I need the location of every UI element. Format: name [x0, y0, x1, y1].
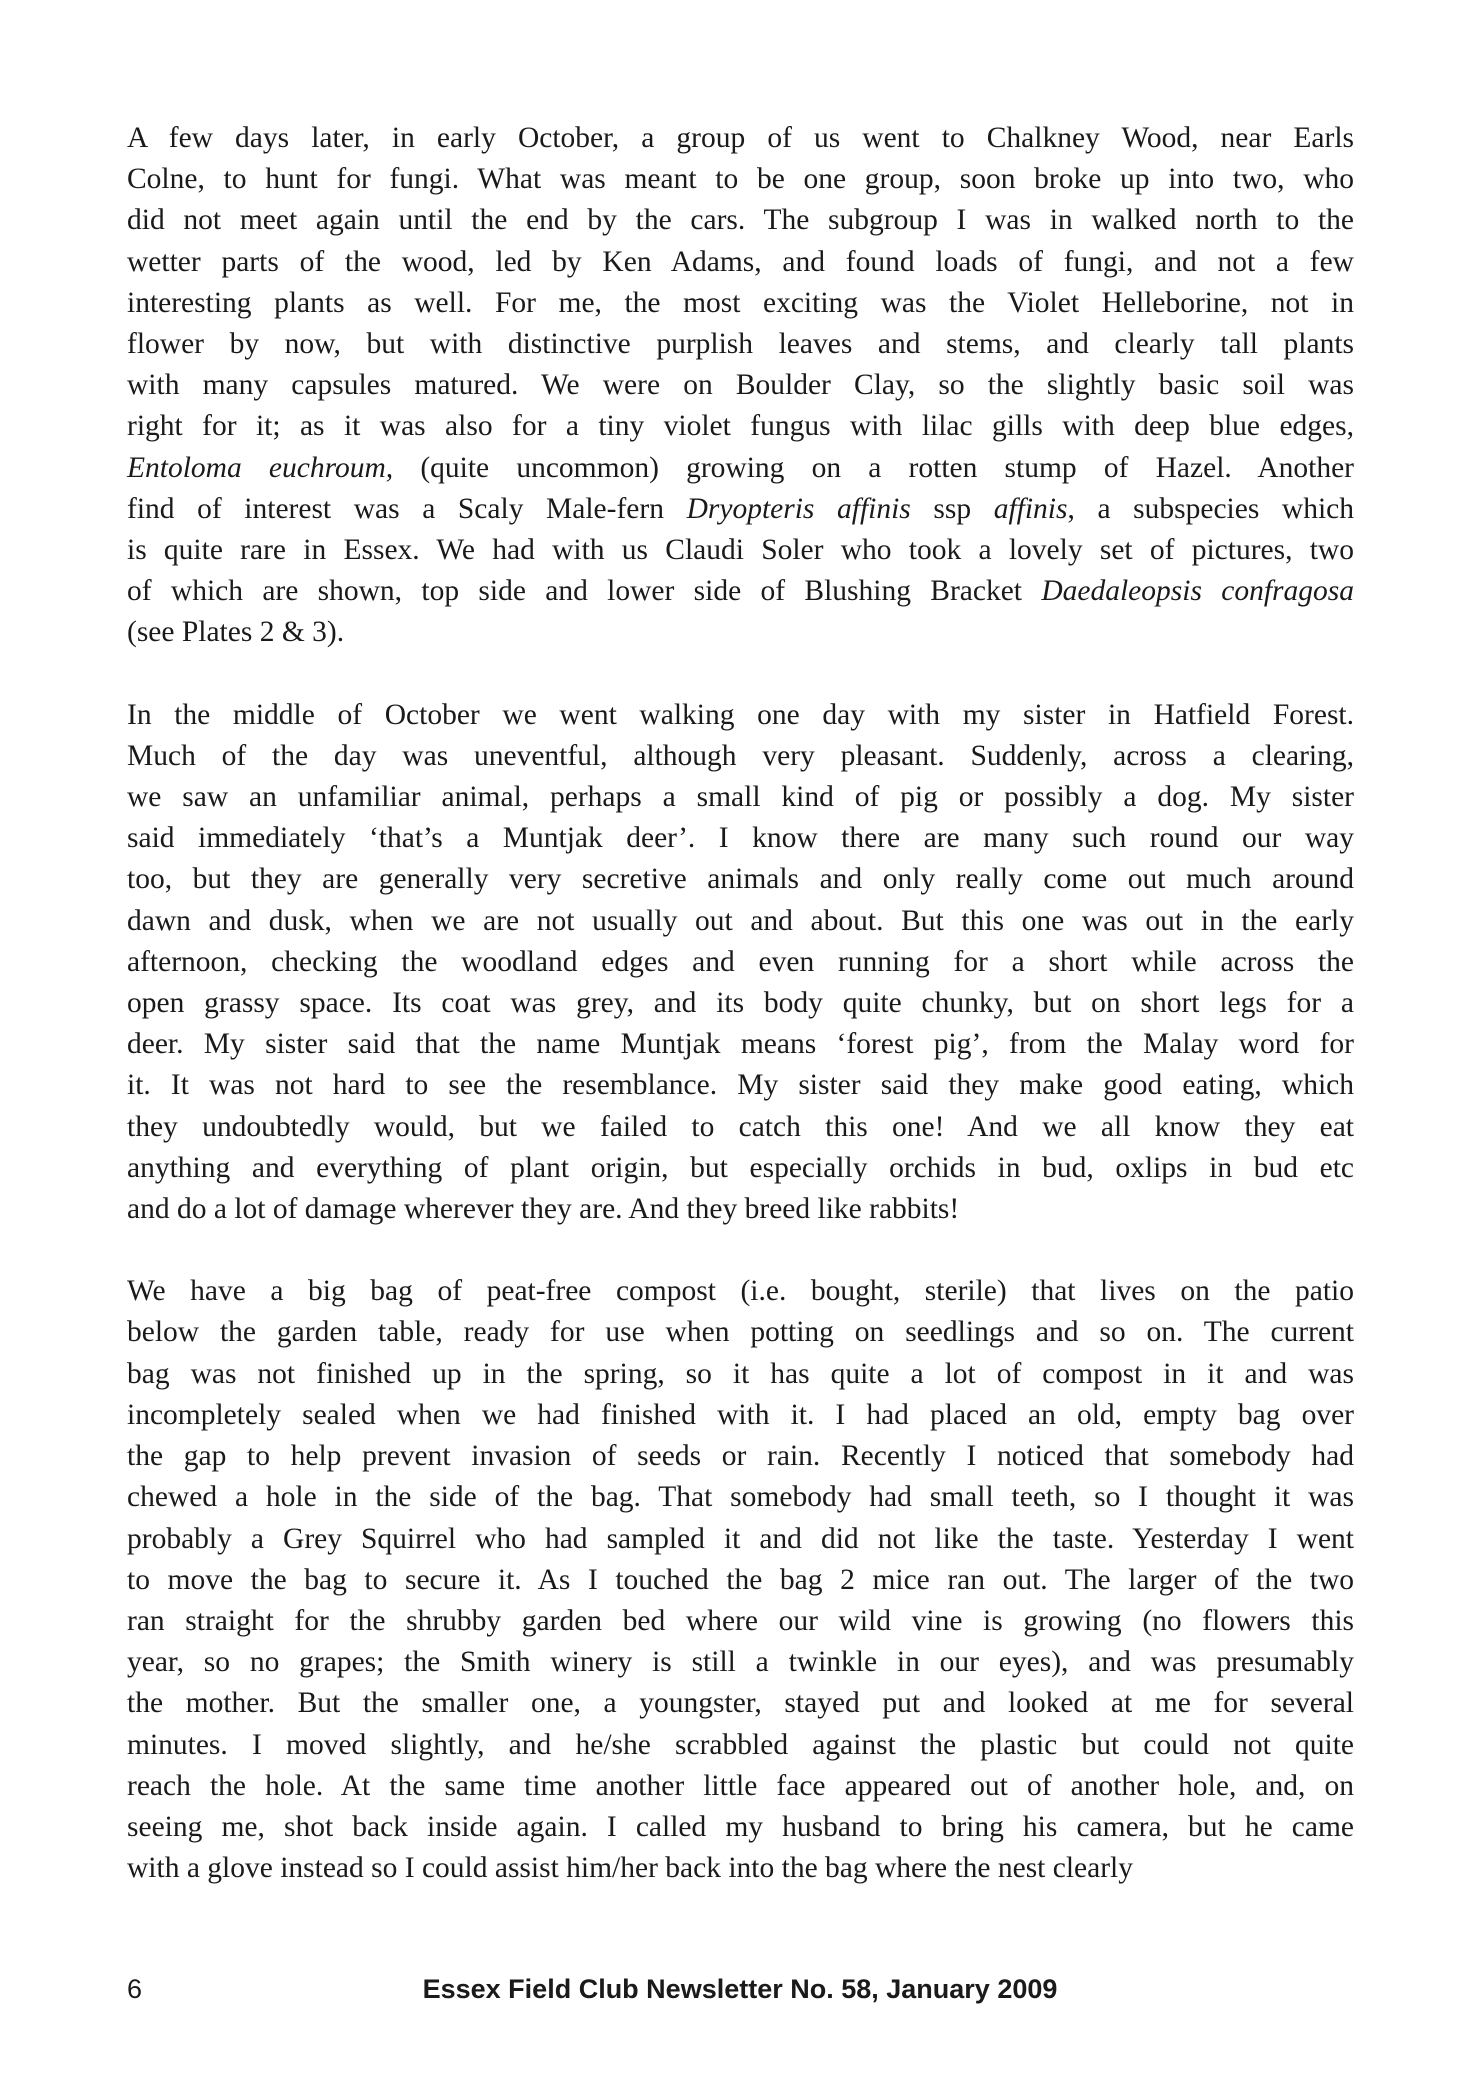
text-line: we saw an unfamiliar animal, perhaps a small kind of pig or possibly a dog. My sister [127, 781, 1354, 814]
text-line: seeing me, shot back inside again. I called my husband to bring his camera, but he came [127, 1810, 1354, 1843]
text-line: with many capsules matured. We were on Boulder Clay, so the slightly basic soil was [127, 369, 1354, 402]
paragraph [127, 1271, 1354, 1889]
text-line: reach the hole. At the same time another little face appeared out of another hole, and, on [127, 1769, 1354, 1802]
text-line: to move the bag to secure it. As I touched the bag 2 mice ran out. The larger of the two [127, 1563, 1354, 1596]
text-line: ran straight for the shrubby garden bed where our wild vine is growing (no flowers this [127, 1604, 1354, 1637]
text-line: right for it; as it was also for a tiny violet fungus with lilac gills with deep blue edges, [127, 410, 1354, 443]
text-line: In the middle of October we went walking one day with my sister in Hatfield Forest. [127, 698, 1354, 731]
text-line: of which are shown, top side and lower side of Blushing Bracket Daedaleopsis confragosa [127, 575, 1354, 608]
text-line: the gap to help prevent invasion of seeds or rain. Recently I noticed that somebody had [127, 1440, 1354, 1473]
text-line: they undoubtedly would, but we failed to catch this one! And we all know they eat [127, 1110, 1354, 1143]
text-line: open grassy space. Its coat was grey, and its body quite chunky, but on short legs for a [127, 987, 1354, 1020]
text-line: interesting plants as well. For me, the most exciting was the Violet Helleborine, not in [127, 286, 1354, 319]
text-line: is quite rare in Essex. We had with us Claudi Soler who took a lovely set of pictures, two [127, 534, 1354, 567]
text-line: Colne, to hunt for fungi. What was meant to be one group, soon broke up into two, who [127, 163, 1354, 196]
text-line: bag was not finished up in the spring, so it has quite a lot of compost in it and was [127, 1357, 1354, 1390]
text-line: deer. My sister said that the name Muntjak means ‘forest pig’, from the Malay word for [127, 1028, 1354, 1061]
text-line: incompletely sealed when we had finished with it. I had placed an old, empty bag over [127, 1398, 1354, 1431]
text-line: year, so no grapes; the Smith winery is still a twinkle in our eyes), and was presumably [127, 1646, 1354, 1679]
text-line: did not meet again until the end by the cars. The subgroup I was in walked north to the [127, 204, 1354, 237]
text-line: Entoloma euchroum, (quite uncommon) growing on a rotten stump of Hazel. Another [127, 451, 1354, 484]
text-line: minutes. I moved slightly, and he/she scrabbled against the plastic but could not quite [127, 1728, 1354, 1761]
text-line: with a glove instead so I could assist him/her back into the bag where the nest clearly [127, 1852, 1133, 1885]
text-line: anything and everything of plant origin, but especially orchids in bud, oxlips in bud etc [127, 1151, 1354, 1184]
text-line: wetter parts of the wood, led by Ken Adams, and found loads of fungi, and not a few [127, 245, 1354, 278]
article-body [127, 118, 1354, 1930]
text-line: probably a Grey Squirrel who had sampled it and did not like the taste. Yesterday I went [127, 1522, 1354, 1555]
text-line: flower by now, but with distinctive purplish leaves and stems, and clearly tall plants [127, 328, 1354, 361]
text-line: the mother. But the smaller one, a youngster, stayed put and looked at me for several [127, 1687, 1354, 1720]
text-line: find of interest was a Scaly Male-fern Dryopteris affinis ssp affinis, a subspecies which [127, 492, 1355, 525]
page-number: 6 [127, 1974, 143, 2004]
text-line: and do a lot of damage wherever they are. And they breed like rabbits! [127, 1193, 960, 1226]
text-line: A few days later, in early October, a group of us went to Chalkney Wood, near Earls [127, 122, 1354, 154]
text-line: We have a big bag of peat-free compost (i.e. bought, sterile) that lives on the patio [127, 1275, 1354, 1308]
text-line: afternoon, checking the woodland edges and even running for a short while across the [127, 945, 1354, 978]
text-line: Much of the day was uneventful, although very pleasant. Suddenly, across a clearing, [127, 739, 1354, 772]
text-line: (see Plates 2 & 3). [127, 616, 345, 649]
text-line: it. It was not hard to see the resemblance. My sister said they make good eating, which [127, 1069, 1354, 1102]
paragraph [127, 695, 1354, 1231]
text-line: too, but they are generally very secretive animals and only really come out much around [127, 863, 1354, 896]
text-line: below the garden table, ready for use when potting on seedlings and so on. The current [127, 1316, 1354, 1349]
text-line: said immediately ‘that’s a Muntjak deer’. I know there are many such round our way [127, 822, 1354, 855]
text-line: chewed a hole in the side of the bag. That somebody had small teeth, so I thought it was [127, 1481, 1354, 1514]
paragraph [127, 118, 1354, 654]
text-line: dawn and dusk, when we are not usually out and about. But this one was out in the early [127, 904, 1354, 937]
newsletter-title: Essex Field Club Newsletter No. 58, January 2009 [422, 1974, 1058, 2004]
